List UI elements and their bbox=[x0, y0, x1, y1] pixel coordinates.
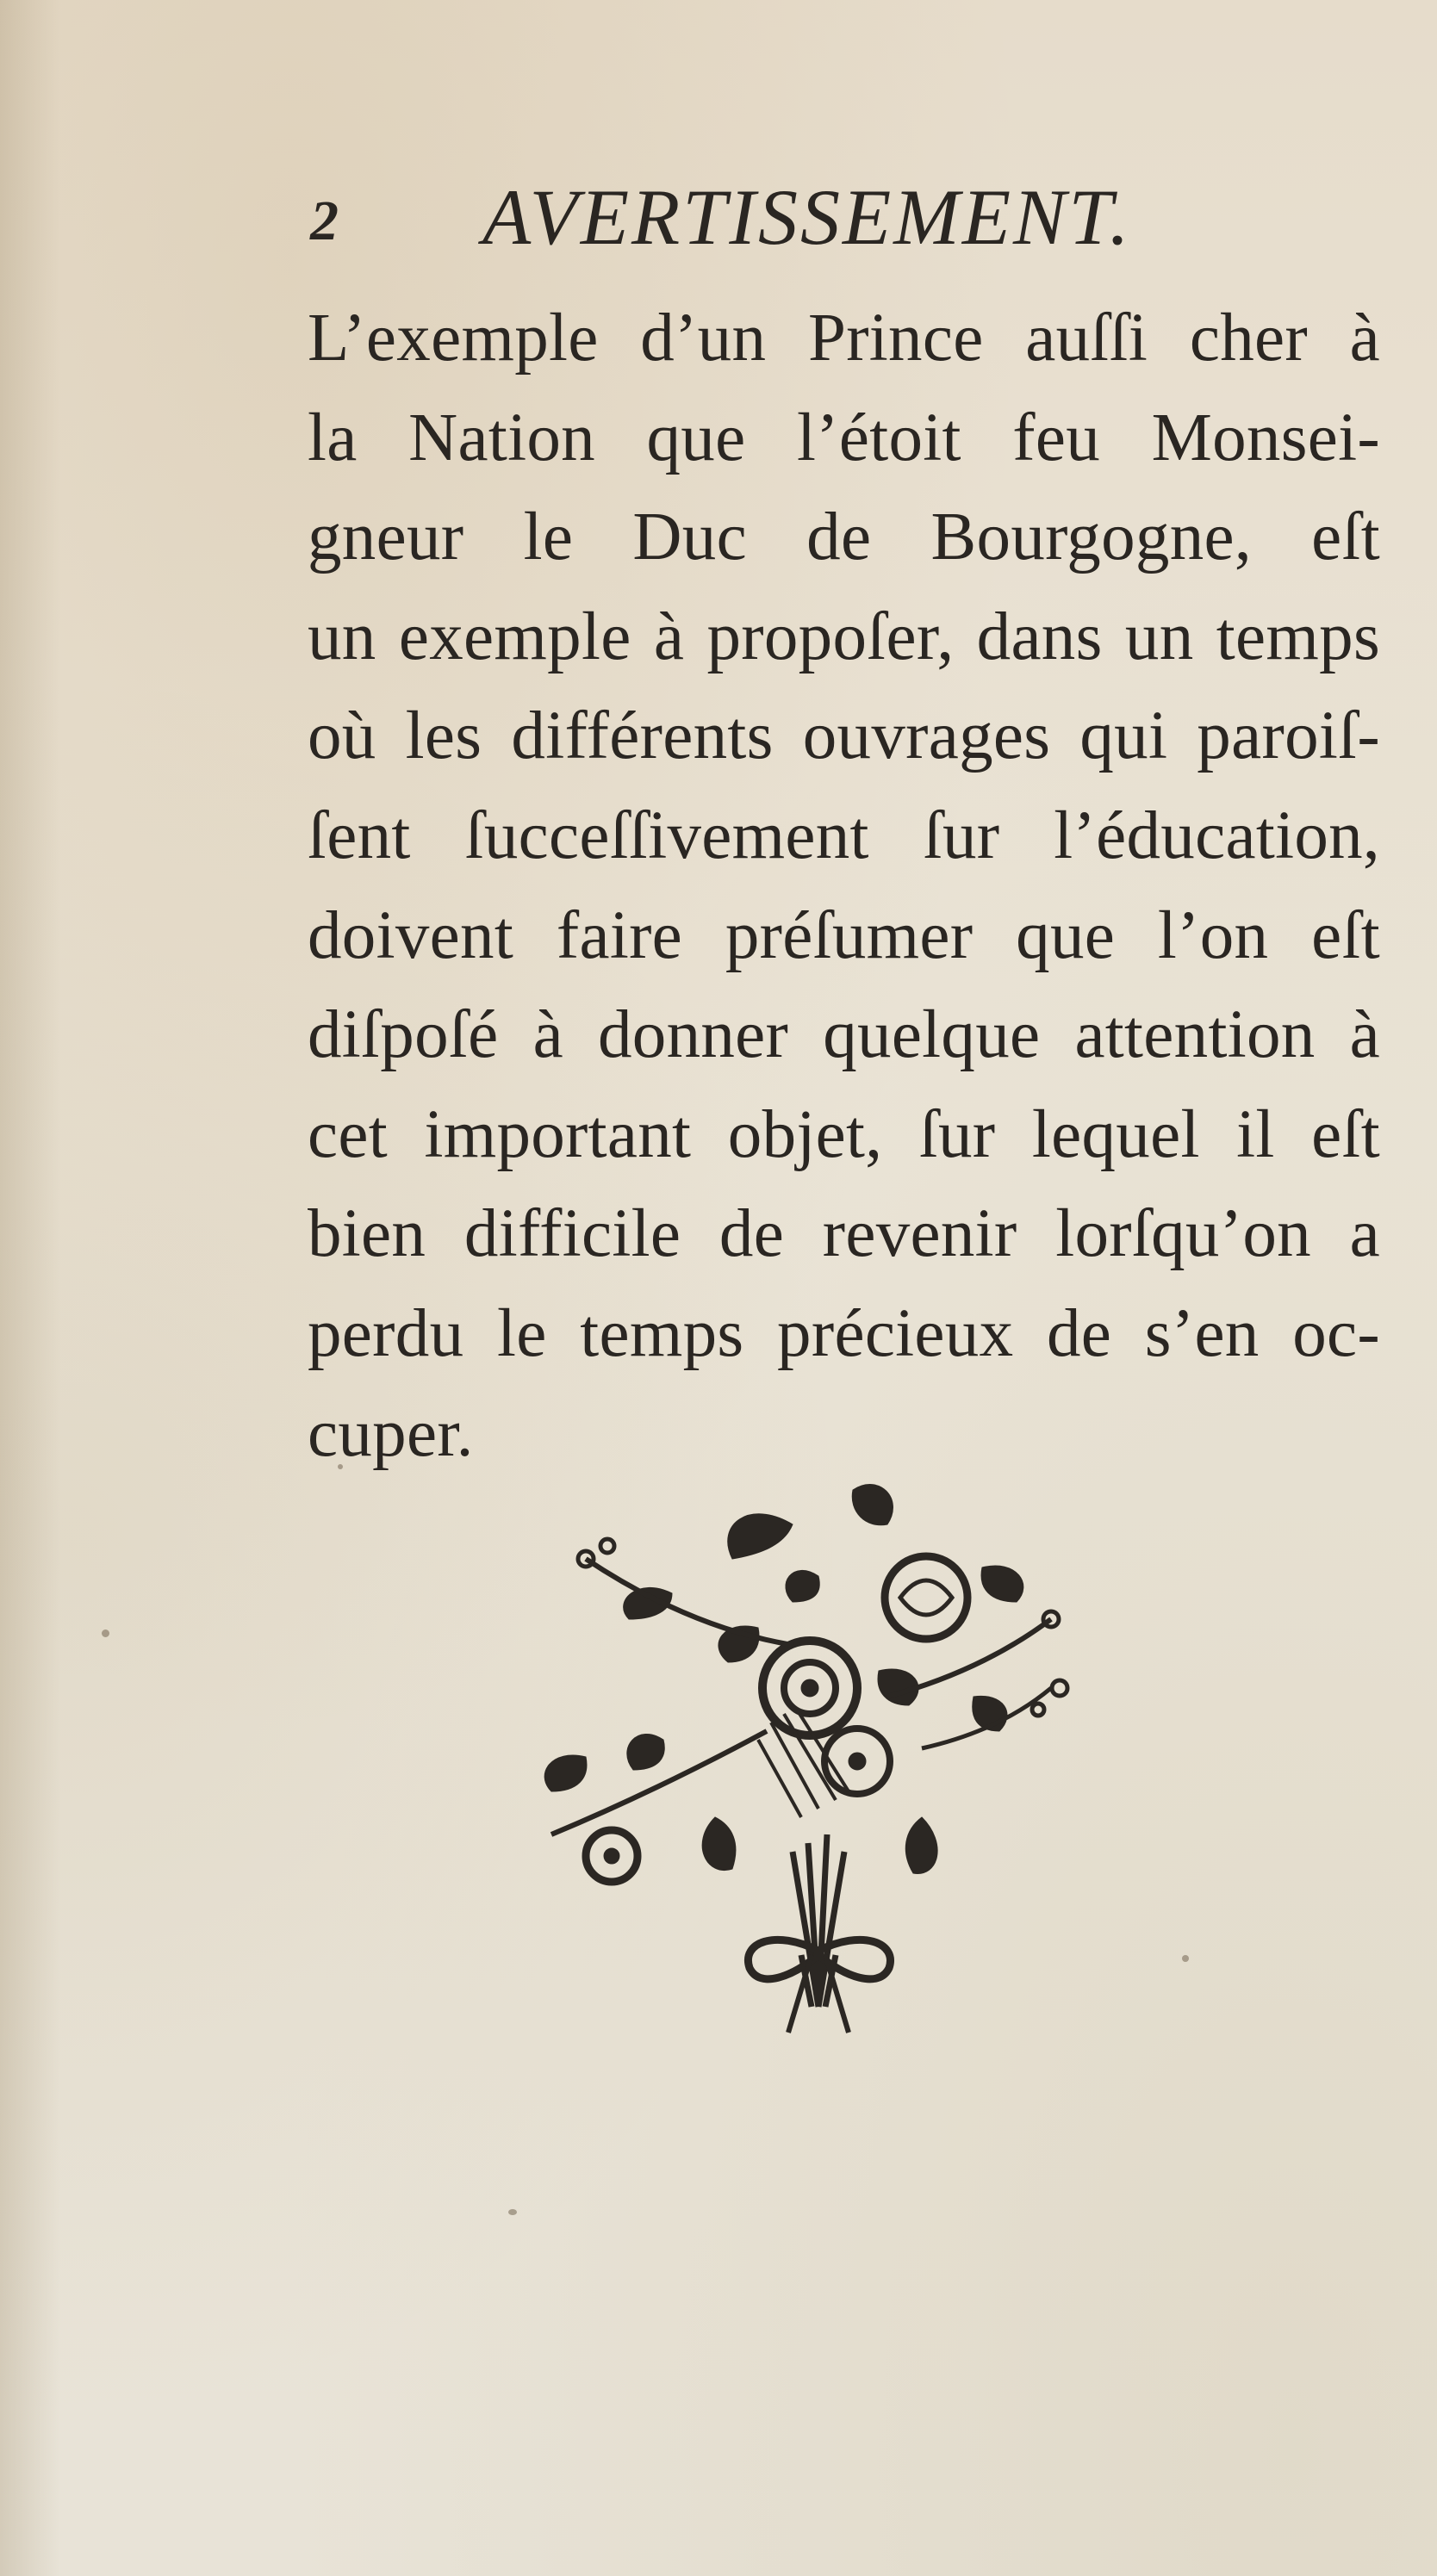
text-line: perdu le temps précieux de s’en oc- bbox=[308, 1295, 1380, 1371]
paper-speck bbox=[102, 1629, 109, 1637]
paper-speck bbox=[1182, 1955, 1189, 1962]
text-line: doivent faire préſumer que l’on eſt bbox=[308, 897, 1380, 973]
paper-speck bbox=[508, 2209, 517, 2215]
page-header bbox=[310, 164, 1258, 276]
body-text bbox=[308, 289, 1380, 1483]
page-number: 2 bbox=[310, 189, 339, 252]
floral-bouquet-icon bbox=[534, 1473, 1086, 2041]
running-head: AVERTISSEMENT. bbox=[482, 173, 1132, 261]
gutter-shadow bbox=[0, 0, 60, 2576]
text-line: la Nation que l’étoit feu Monsei- bbox=[308, 400, 1380, 475]
text-line: L’exemple d’un Prince auſſi cher à bbox=[308, 301, 1380, 376]
paper-speck bbox=[338, 1464, 343, 1469]
text-line: bien difficile de revenir lorſqu’on a bbox=[308, 1196, 1380, 1272]
text-line: gneur le Duc de Bourgogne, eſt bbox=[308, 500, 1380, 575]
text-line: un exemple à propoſer, dans un temps bbox=[308, 599, 1380, 674]
text-line: cet important objet, ſur lequel il eſt bbox=[308, 1096, 1380, 1172]
text-line: cuper. bbox=[308, 1395, 474, 1471]
text-line: ſent ſucceſſivement ſur l’éducation, bbox=[308, 798, 1380, 873]
text-line: où les différents ouvrages qui paroiſ- bbox=[308, 698, 1380, 774]
text-line: diſpoſé à donner quelque attention à bbox=[308, 997, 1380, 1073]
